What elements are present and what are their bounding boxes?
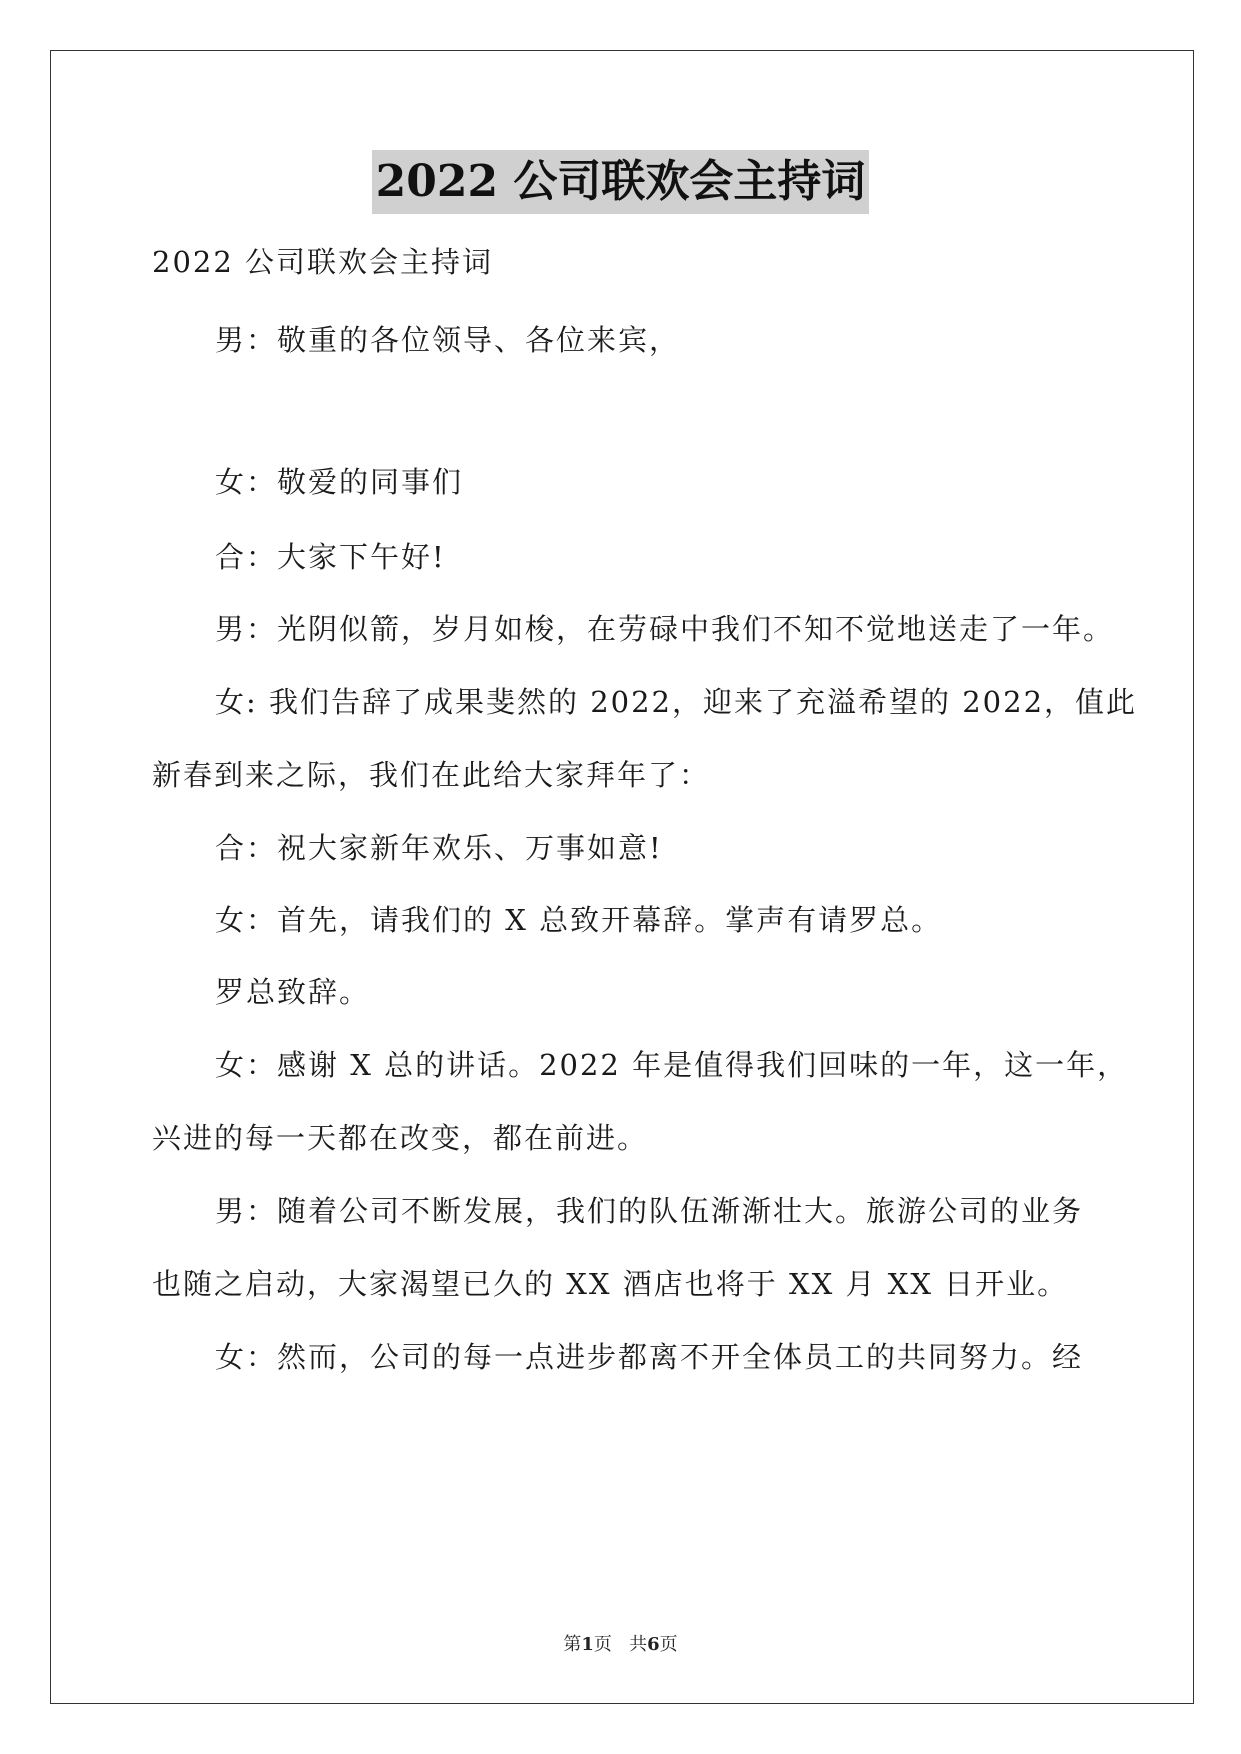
paragraph-line: 女：然而，公司的每一点进步都离不开全体员工的共同努力。经 [215, 1340, 1084, 1374]
footer-middle: 页 共 [593, 1634, 648, 1655]
paragraph-line: 也随之启动，大家渴望已久的 XX 酒店也将于 XX 月 XX 日开业。 [152, 1267, 1069, 1301]
page-border [50, 50, 1194, 1704]
paragraph-line: 合：大家下午好! [215, 540, 446, 574]
paragraph-line: 男：光阴似箭，岁月如梭，在劳碌中我们不知不觉地送走了一年。 [215, 612, 1115, 646]
title-container [0, 150, 1241, 214]
paragraph-line: 新春到来之际，我们在此给大家拜年了： [152, 758, 711, 792]
footer-suffix: 页 [659, 1634, 678, 1655]
paragraph-line: 女：首先，请我们的 X 总致开幕辞。掌声有请罗总。 [215, 903, 943, 937]
paragraph-line: 兴进的每一天都在改变，都在前进。 [152, 1121, 649, 1155]
document-title: 2022 公司联欢会主持词 [372, 150, 870, 214]
paragraph-line: 女: 我们告辞了成果斐然的 2022，迎来了充溢希望的 2022，值此 [215, 685, 1138, 719]
subtitle-line: 2022 公司联欢会主持词 [152, 245, 494, 279]
paragraph-line: 罗总致辞。 [215, 975, 371, 1009]
footer-total-pages: 6 [647, 1634, 660, 1655]
footer-prefix: 第 [563, 1634, 582, 1655]
paragraph-line: 女：感谢 X 总的讲话。2022 年是值得我们回味的一年，这一年， [215, 1048, 1129, 1082]
page-footer [0, 1630, 1241, 1656]
paragraph-line: 男：敬重的各位领导、各位来宾， [215, 323, 681, 357]
footer-page-number: 1 [581, 1634, 594, 1655]
paragraph-line: 男：随着公司不断发展，我们的队伍渐渐壮大。旅游公司的业务 [215, 1194, 1084, 1228]
paragraph-line: 合：祝大家新年欢乐、万事如意! [215, 831, 663, 865]
paragraph-line: 女：敬爱的同事们 [215, 465, 464, 499]
